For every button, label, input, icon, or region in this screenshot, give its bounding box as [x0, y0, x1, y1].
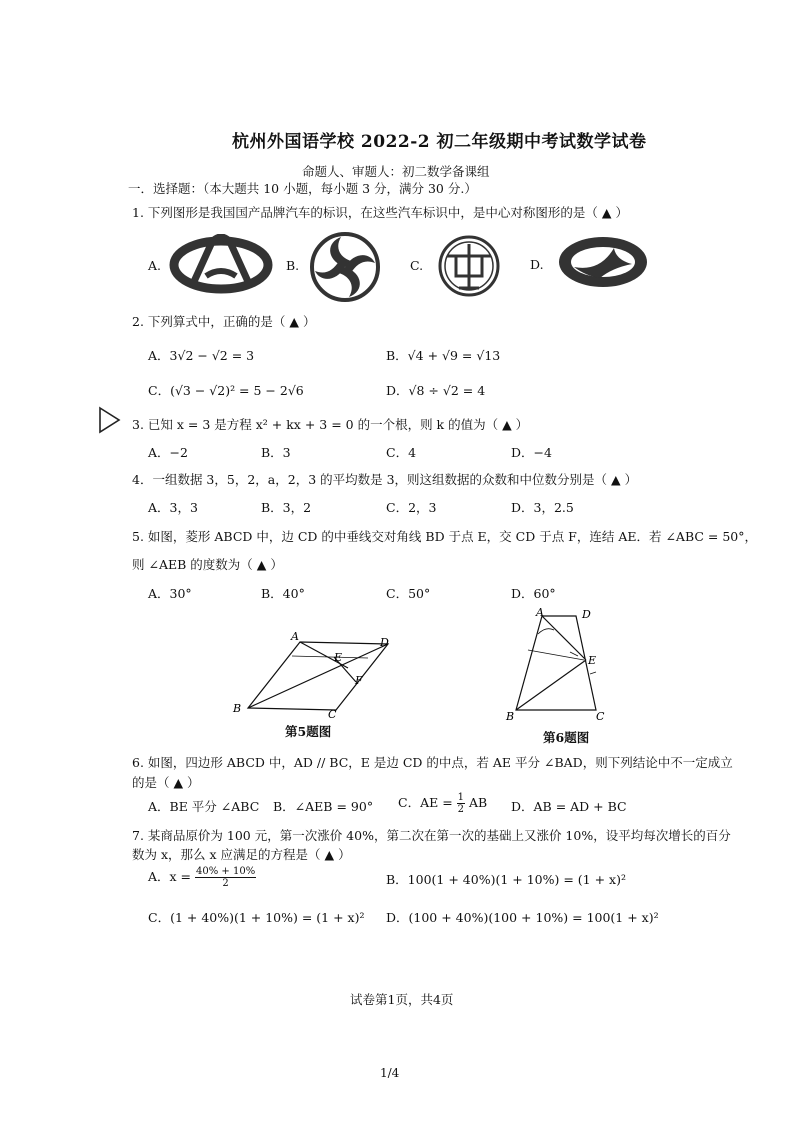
question-6-stem-line1: 6. 如图，四边形 ABCD 中，AD // BC，E 是边 CD 的中点，若 AE 平分 ∠BAD，则下列结论中不一定成立 — [132, 755, 733, 770]
q1-option-c-label: C. — [410, 258, 424, 273]
fig6-label-b: B — [506, 710, 515, 723]
fig5-label-a: A — [291, 630, 299, 643]
car-logo-c — [434, 234, 504, 298]
fig6-label-a: A — [536, 606, 544, 619]
q4-option-c: C．2，3 — [386, 500, 437, 515]
q1-option-d-label: D. — [530, 257, 544, 272]
question-4-stem: 4．一组数据 3，5，2，a，2，3 的平均数是 3，则这组数据的众数和中位数分别是（ ▲ ） — [132, 472, 638, 487]
car-logo-d — [556, 234, 650, 290]
page-indicator: 1/4 — [380, 1066, 400, 1080]
q7-option-a — [148, 866, 256, 889]
figure-5-rhombus — [230, 628, 400, 720]
q5-option-b: B．40° — [261, 586, 305, 601]
q5-option-c: C．50° — [386, 586, 431, 601]
q3-option-a: A．−2 — [148, 445, 188, 460]
fig5-label-d: D — [380, 636, 389, 649]
q3-option-d: D．−4 — [511, 445, 552, 460]
car-logo-a — [168, 234, 274, 296]
figure-6-trapezoid — [500, 604, 618, 724]
page-footer: 试卷第1页，共4页 — [350, 992, 454, 1007]
q7-option-a-prefix: A．x = — [148, 869, 192, 884]
question-7-stem-line2: 数为 x，那么 x 应满足的方程是（ ▲ ） — [132, 847, 351, 862]
question-3-stem: 3. 已知 x = 3 是方程 x² + kx + 3 = 0 的一个根，则 k 的值为（ ▲ ） — [132, 417, 529, 432]
q2-option-c: C．(√3 − √2)² = 5 − 2√6 — [148, 383, 304, 398]
q2-option-b: B．√4 + √9 = √13 — [386, 348, 501, 363]
figure-6-caption: 第6题图 — [543, 730, 590, 745]
q7-option-c: C．(1 + 40%)(1 + 10%) = (1 + x)² — [148, 910, 365, 925]
q2-option-d: D．√8 ÷ √2 = 4 — [386, 383, 486, 398]
question-1-stem: 1. 下列图形是我国国产品牌汽车的标识，在这些汽车标识中，是中心对称图形的是（ ▲ ） — [132, 205, 628, 220]
margin-mark-triangle — [97, 405, 123, 435]
q7-option-d: D．(100 + 40%)(100 + 10%) = 100(1 + x)² — [386, 910, 659, 925]
page-title: 杭州外国语学校 2022-2 初二年级期中考试数学试卷 — [232, 132, 647, 152]
question-7-stem-line1: 7. 某商品原价为 100 元，第一次涨价 40%，第二次在第一次的基础上又涨价 10%，设平均每次增长的百分 — [132, 828, 731, 843]
q6-option-c-numerator: 1 — [457, 792, 465, 803]
fig5-label-e: E — [334, 651, 343, 664]
fig6-label-c: C — [596, 710, 605, 723]
figure-5-caption: 第5题图 — [285, 724, 332, 739]
q4-option-b: B．3，2 — [261, 500, 312, 515]
q3-option-b: B．3 — [261, 445, 291, 460]
q6-option-c-denominator: 2 — [457, 804, 465, 815]
q3-option-c: C．4 — [386, 445, 417, 460]
q1-option-a-label: A. — [148, 258, 162, 273]
fig6-label-d: D — [582, 608, 591, 621]
question-5-stem-line1: 5. 如图，菱形 ABCD 中，边 CD 的中垂线交对角线 BD 于点 E，交 CD 于点 F，连结 AE．若 ∠ABC = 50°， — [132, 529, 758, 544]
subtitle: 命题人、审题人：初二数学备课组 — [302, 164, 490, 179]
q7-option-a-denominator: 2 — [222, 878, 229, 889]
q4-option-a: A．3，3 — [148, 500, 198, 515]
section-heading: 一．选择题：（本大题共 10 小题，每小题 3 分，满分 30 分.） — [128, 181, 477, 196]
q7-option-b: B．100(1 + 40%)(1 + 10%) = (1 + x)² — [386, 872, 626, 887]
q7-option-a-numerator: 40% + 10% — [196, 866, 256, 877]
fig5-label-c: C — [328, 708, 337, 720]
q6-option-a: A．BE 平分 ∠ABC — [148, 799, 260, 814]
question-2-stem: 2. 下列算式中，正确的是（ ▲ ） — [132, 314, 316, 329]
q7-option-a-fraction — [195, 866, 256, 889]
q4-option-d: D．3，2.5 — [511, 500, 574, 515]
q5-option-a: A．30° — [148, 586, 192, 601]
fig5-label-b: B — [233, 702, 242, 715]
q5-option-d: D．60° — [511, 586, 556, 601]
q6-option-c-prefix: C．AE = — [398, 795, 453, 810]
q6-option-d: D．AB = AD + BC — [511, 799, 627, 814]
q1-option-b-label: B. — [286, 258, 300, 273]
q2-option-a: A．3√2 − √2 = 3 — [148, 348, 255, 363]
question-5-stem-line2: 则 ∠AEB 的度数为（ ▲ ） — [132, 557, 283, 572]
q6-option-c-suffix: AB — [469, 795, 488, 810]
question-6-stem-line2: 的是（ ▲ ） — [132, 775, 200, 790]
car-logo-b — [307, 231, 383, 303]
fig5-label-f: F — [355, 674, 363, 687]
q6-option-b: B．∠AEB = 90° — [273, 799, 374, 814]
q6-option-c-fraction — [457, 792, 465, 815]
q6-option-c — [398, 792, 487, 815]
fig6-label-e: E — [588, 654, 597, 667]
